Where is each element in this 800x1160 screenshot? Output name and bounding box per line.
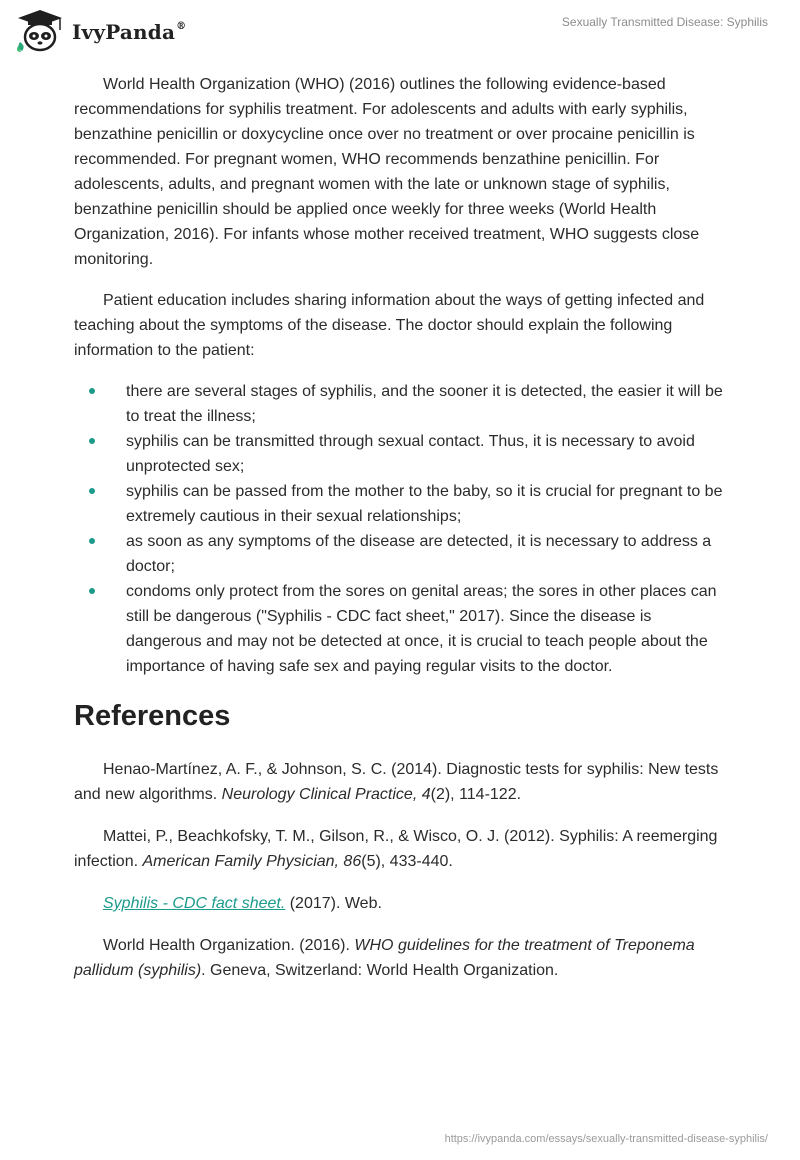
list-item: as soon as any symptoms of the disease are detected, it is necessary to address a doctor;: [74, 529, 724, 579]
paragraph-patient-education: Patient education includes sharing information about the ways of getting infected and teaching about the symptoms of the disease. The doctor should explain the following information to the patient:: [74, 292, 705, 359]
reference-entry: Syphilis - CDC fact sheet. (2017). Web.: [103, 895, 382, 912]
references-heading: References: [74, 700, 231, 732]
list-item: syphilis can be transmitted through sexual contact. Thus, it is necessary to avoid unprotected sex;: [74, 429, 724, 479]
ivypanda-logo[interactable]: [14, 8, 186, 52]
list-item: syphilis can be passed from the mother to the baby, so it is crucial for pregnant to be extremely cautious in their sexual relationships;: [74, 479, 724, 529]
reference-entry: World Health Organization. (2016). WHO guidelines for the treatment of Treponema pallidum (syphilis). Geneva, Switzerland: World Health Organization.: [74, 937, 695, 979]
bullet-dot-icon: [89, 538, 95, 544]
list-item: condoms only protect from the sores on genital areas; the sores in other places can still be dangerous ("Syphilis - CDC fact sheet," 2017). Since the disease is dangerous and may not be detected at once, it is crucial to teach people about the importance of having safe sex and paying regular visits to the doctor.: [74, 579, 724, 679]
source-url: https://ivypanda.com/essays/sexually-transmitted-disease-syphilis/: [444, 1133, 768, 1145]
brand-name: IvyPanda®: [72, 20, 187, 44]
essay-body: [74, 72, 724, 1000]
bullet-dot-icon: [89, 388, 95, 394]
bullet-dot-icon: [89, 488, 95, 494]
bullet-dot-icon: [89, 588, 95, 594]
bullet-dot-icon: [89, 438, 95, 444]
cdc-fact-sheet-link[interactable]: Syphilis - CDC fact sheet.: [103, 895, 286, 912]
paragraph-who-recommendations: World Health Organization (WHO) (2016) outlines the following evidence-based recommendations for syphilis treatment. For adolescents and adults with early syphilis, benzathine penicillin or doxycycline once over no treatment or over procaine penicillin is recommended. For pregnant women, WHO recommends benzathine penicillin. For adolescents, adults, and pregnant women with the late or unknown stage of syphilis, benzathine penicillin should be applied once weekly for three weeks (World Health Organization, 2016). For infants whose mother received treatment, WHO suggests close monitoring.: [74, 76, 700, 268]
patient-info-list: [74, 379, 724, 679]
reference-entry: Mattei, P., Beachkofsky, T. M., Gilson, R., & Wisco, O. J. (2012). Syphilis: A reemerging infection. American Family Physician, 86(5), 433-440.: [74, 828, 718, 870]
document-title: Sexually Transmitted Disease: Syphilis: [561, 15, 768, 29]
reference-entry: Henao-Martínez, A. F., & Johnson, S. C. (2014). Diagnostic tests for syphilis: New tests and new algorithms. Neurology Clinical Practice, 4(2), 114-122.: [74, 761, 719, 803]
registered-mark: ®: [176, 21, 187, 32]
list-item: there are several stages of syphilis, and the sooner it is detected, the easier it will be to treat the illness;: [74, 379, 724, 429]
panda-graduate-icon: [14, 8, 66, 52]
page-header: [0, 0, 800, 70]
